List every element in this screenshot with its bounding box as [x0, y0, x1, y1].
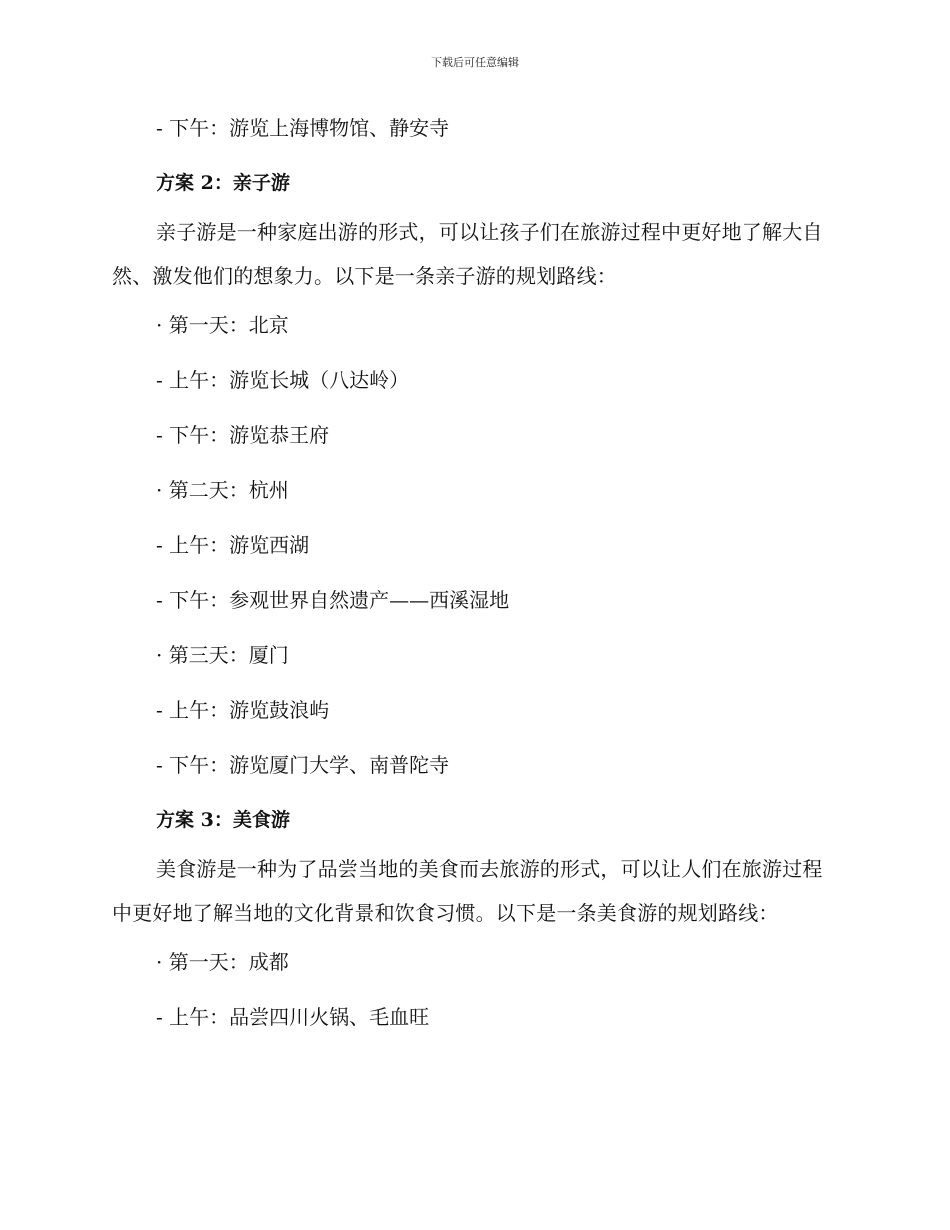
list-item: - 上午：游览西湖 — [156, 533, 310, 557]
list-item: - 下午：游览恭王府 — [156, 423, 330, 447]
list-item: · 第二天：杭州 — [156, 478, 289, 502]
list-item: - 下午：参观世界自然遗产——西溪湿地 — [156, 588, 510, 612]
paragraph: 亲子游是一种家庭出游的形式，可以让孩子们在旅游过程中更好地了解大自然、激发他们的想象力。以下是一条亲子游的规划路线： — [112, 220, 823, 288]
list-item: · 第一天：北京 — [156, 313, 289, 337]
page-header: 下载后可任意编辑 — [431, 56, 519, 69]
section-heading: 方案 2：亲子游 — [156, 172, 290, 194]
list-item: · 第一天：成都 — [156, 950, 289, 974]
list-item: - 上午：游览鼓浪屿 — [156, 698, 330, 722]
list-item: · 第三天：厦门 — [156, 643, 289, 667]
list-item: - 下午：游览厦门大学、南普陀寺 — [156, 753, 450, 777]
list-item: - 上午：品尝四川火锅、毛血旺 — [156, 1005, 430, 1029]
list-item: - 下午：游览上海博物馆、静安寺 — [156, 116, 450, 140]
document-body — [112, 112, 836, 1033]
section-heading: 方案 3：美食游 — [156, 809, 290, 831]
list-item: - 上午：游览长城（八达岭） — [156, 368, 410, 392]
paragraph: 美食游是一种为了品尝当地的美食而去旅游的形式，可以让人们在旅游过程中更好地了解当地的文化背景和饮食习惯。以下是一条美食游的规划路线： — [112, 857, 823, 925]
